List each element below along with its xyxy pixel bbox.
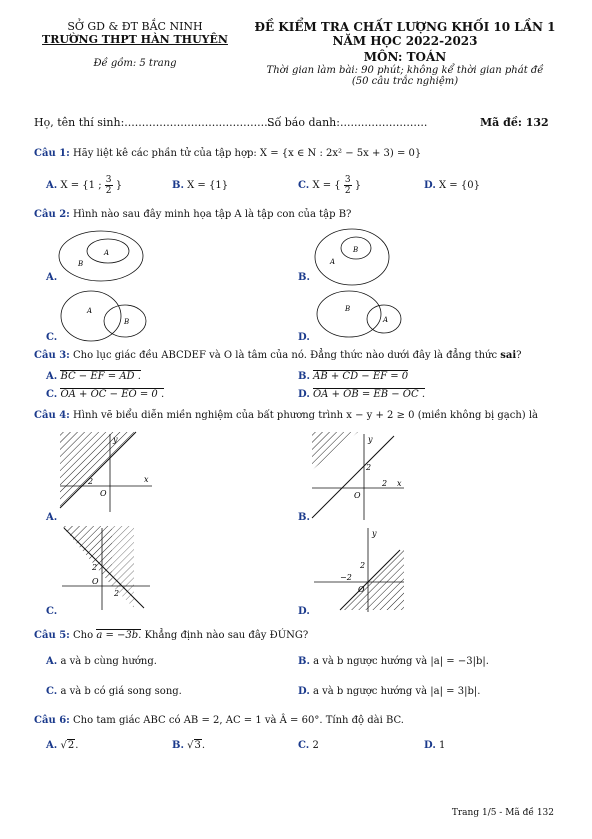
- graph-b-tick-y: 2: [366, 463, 372, 472]
- q2-venn-a: [56, 228, 146, 284]
- question-5: [34, 630, 308, 641]
- question-1-text: Hãy liệt kê các phần tử của tập hợp: X = {x ∈ N : 2x² − 5x + 3) = 0}: [73, 148, 422, 159]
- exam-code: Mã đề: 132: [480, 116, 549, 129]
- q6-option-b[interactable]: [172, 740, 205, 751]
- subject: MÔN: TOÁN: [363, 50, 447, 64]
- q6-option-a[interactable]: [46, 740, 78, 751]
- q1-option-d-label: D.: [424, 180, 436, 191]
- q5-option-a-text: a và b cùng hướng.: [60, 656, 157, 667]
- q3-option-a[interactable]: [46, 371, 141, 382]
- question-6: [34, 715, 404, 726]
- question-5-pre: Cho: [73, 630, 94, 641]
- q3-option-a-text: BC − EF = AD .: [60, 371, 141, 382]
- q6-option-b-root: √: [187, 740, 194, 751]
- q3-option-b-label: B.: [298, 371, 310, 382]
- q5-option-b-text: a và b ngược hướng và |a| = −3|b|.: [313, 656, 489, 667]
- page-footer: Trang 1/5 - Mã đề 132: [451, 808, 554, 818]
- graph-a-y-label: y: [113, 435, 118, 444]
- question-3: [34, 350, 522, 361]
- q5-option-c-label: C.: [46, 686, 58, 697]
- question-3-label: Câu 3:: [34, 350, 70, 361]
- question-1-label: Câu 1:: [34, 148, 70, 159]
- q5-option-b-label: B.: [298, 656, 310, 667]
- q5-option-d[interactable]: [298, 686, 480, 697]
- exam-title: ĐỀ KIỂM TRA CHẤT LƯỢNG KHỐI 10 LẦN 1: [254, 20, 556, 34]
- q4-option-d[interactable]: D.: [298, 606, 310, 617]
- q6-option-b-post: .: [201, 740, 206, 751]
- graph-d-origin: O: [358, 585, 365, 594]
- q2-option-c[interactable]: C.: [46, 332, 58, 343]
- q6-option-d-text: 1: [438, 740, 446, 751]
- q1-option-a-pre: X = {1 ;: [60, 180, 102, 191]
- question-2-label: Câu 2:: [34, 209, 70, 220]
- q6-option-d[interactable]: [424, 740, 445, 751]
- graph-d-tick-x: −2: [340, 573, 352, 582]
- q6-option-a-post: .: [75, 740, 79, 751]
- q3-option-c-text: OA + OC − EO = 0 .: [60, 389, 165, 400]
- question-4: [34, 410, 538, 421]
- pages-note: Đề gồm: 5 trang: [93, 58, 177, 69]
- q4-option-c[interactable]: C.: [46, 606, 58, 617]
- q6-option-c-text: 2: [312, 740, 319, 751]
- q2-option-a[interactable]: A.: [46, 272, 58, 283]
- q4-graph-a: [58, 430, 154, 514]
- q5-option-d-label: D.: [298, 686, 310, 697]
- question-3-qmark: ?: [516, 350, 522, 361]
- q6-option-b-radicand: 3: [194, 740, 201, 751]
- q1-option-a[interactable]: [46, 175, 122, 196]
- header-left: [20, 20, 250, 69]
- department: SỞ GD & ĐT BẮC NINH: [67, 20, 203, 33]
- q1-option-d-text: X = {0}: [438, 180, 480, 191]
- q4-option-b[interactable]: B.: [298, 512, 310, 523]
- question-3-emphasis: sai: [500, 350, 517, 361]
- student-name-field: Họ, tên thí sinh:.............................................: [34, 116, 282, 129]
- q1-option-b-label: B.: [172, 180, 184, 191]
- graph-d-tick-y: 2: [360, 561, 366, 570]
- q3-option-d-text: OA + OB = EB − OC .: [312, 389, 426, 400]
- q3-option-c[interactable]: [46, 389, 164, 400]
- venn-d-label-a: A: [383, 316, 389, 324]
- q5-option-c-text: a và b có giá song song.: [60, 686, 182, 697]
- q1-option-c[interactable]: [298, 175, 361, 196]
- q3-option-c-label: C.: [46, 389, 58, 400]
- question-4-text: Hình vẽ biểu diễn miền nghiệm của bất phương trình x − y + 2 ≥ 0 (miền không bị gạch) là: [73, 410, 539, 421]
- q2-venn-c: [58, 288, 148, 344]
- question-1: [34, 148, 421, 159]
- graph-c-tick-y: 2: [92, 563, 98, 572]
- count-note: (50 câu trắc nghiệm): [351, 76, 459, 87]
- student-sbd-field: Số báo danh:.........................: [267, 116, 428, 129]
- q1-option-b[interactable]: [172, 180, 228, 191]
- graph-b-y-label: y: [368, 435, 373, 444]
- q4-graph-d: [310, 524, 406, 614]
- q1-option-a-fraction: $\frac{3}{2}$: [105, 175, 112, 196]
- q5-option-b[interactable]: [298, 656, 489, 667]
- q5-option-d-text: a và b ngược hướng và |a| = 3|b|.: [312, 686, 481, 697]
- graph-c-origin: O: [92, 577, 99, 586]
- q6-option-a-label: A.: [46, 740, 58, 751]
- question-2: [34, 209, 351, 220]
- q6-option-c-label: C.: [298, 740, 310, 751]
- q1-option-a-post: }: [115, 180, 123, 191]
- question-5-equation: a = −3b.: [96, 630, 142, 641]
- q6-option-a-root: √: [60, 740, 67, 751]
- graph-b-hatch-lower: [312, 488, 380, 518]
- header-right: [236, 20, 574, 87]
- question-4-label: Câu 4:: [34, 410, 70, 421]
- graph-b-tick-x: 2: [382, 479, 388, 488]
- q3-option-b[interactable]: [298, 371, 408, 382]
- venn-a-label-a: A: [104, 249, 110, 257]
- q1-option-c-pre: X = {: [312, 180, 341, 191]
- graph-b-x-label: x: [397, 479, 402, 488]
- graph-c-tick-x: 2: [114, 589, 120, 598]
- q2-venn-d: [314, 288, 404, 344]
- q5-option-c[interactable]: [46, 686, 182, 697]
- q1-option-c-label: C.: [298, 180, 310, 191]
- question-5-label: Câu 5:: [34, 630, 70, 641]
- q5-option-a-label: A.: [46, 656, 58, 667]
- question-2-text: Hình nào sau đây minh họa tập A là tập con của tập B?: [73, 209, 352, 220]
- q6-option-c[interactable]: [298, 740, 319, 751]
- q3-option-a-label: A.: [46, 371, 58, 382]
- q4-graph-c: [60, 524, 152, 612]
- question-6-text: Cho tam giác ABC có AB = 2, AC = 1 và Â = 60°. Tính độ dài BC.: [73, 715, 404, 726]
- question-5-post: Khẳng định nào sau đây ĐÚNG?: [144, 630, 309, 641]
- graph-a-tick: 2: [88, 477, 94, 486]
- q1-option-d[interactable]: [424, 180, 480, 191]
- venn-d-label-b: B: [345, 305, 351, 313]
- school-name: TRƯỜNG THPT HÀN THUYÊN: [42, 33, 228, 46]
- venn-a-label-b: B: [78, 260, 84, 268]
- q3-option-d-label: D.: [298, 389, 310, 400]
- q1-option-b-text: X = {1}: [187, 180, 229, 191]
- q3-option-d[interactable]: [298, 389, 425, 400]
- graph-c-hatch: [62, 526, 112, 586]
- q2-venn-b: [312, 226, 392, 288]
- q2-option-d[interactable]: D.: [298, 332, 310, 343]
- venn-c-label-b: B: [124, 318, 130, 326]
- q1-option-c-post: }: [354, 180, 362, 191]
- venn-b-label-a: A: [330, 258, 336, 266]
- q4-option-a[interactable]: A.: [46, 512, 58, 523]
- q6-option-a-radicand: 2: [67, 740, 75, 751]
- question-3-text: Cho lục giác đều ABCDEF và O là tâm của nó. Đẳng thức nào dưới đây là đẳng thức: [73, 350, 498, 361]
- time-note: Thời gian làm bài: 90 phút; không kể thời gian phát đề: [266, 65, 544, 76]
- question-6-label: Câu 6:: [34, 715, 70, 726]
- q6-option-d-label: D.: [424, 740, 436, 751]
- q2-option-b[interactable]: B.: [298, 272, 310, 283]
- graph-a-x-label: x: [144, 475, 149, 484]
- q5-option-a[interactable]: [46, 656, 157, 667]
- q6-option-b-label: B.: [172, 740, 184, 751]
- venn-a-set-b: [59, 231, 143, 281]
- graph-d-y-label: y: [372, 529, 377, 538]
- venn-d-set-b: [317, 291, 381, 337]
- graph-b-origin: O: [354, 491, 361, 500]
- q3-option-b-text: AB + CD − EF = 0: [313, 371, 409, 382]
- q4-graph-b: [310, 430, 406, 522]
- q1-option-a-label: A.: [46, 180, 58, 191]
- graph-a-origin: O: [100, 489, 107, 498]
- venn-c-label-a: A: [87, 307, 93, 315]
- q1-option-c-fraction: $\frac{3}{2}$: [344, 175, 351, 196]
- venn-b-label-b: B: [353, 246, 359, 254]
- school-year: NĂM HỌC 2022-2023: [332, 34, 478, 48]
